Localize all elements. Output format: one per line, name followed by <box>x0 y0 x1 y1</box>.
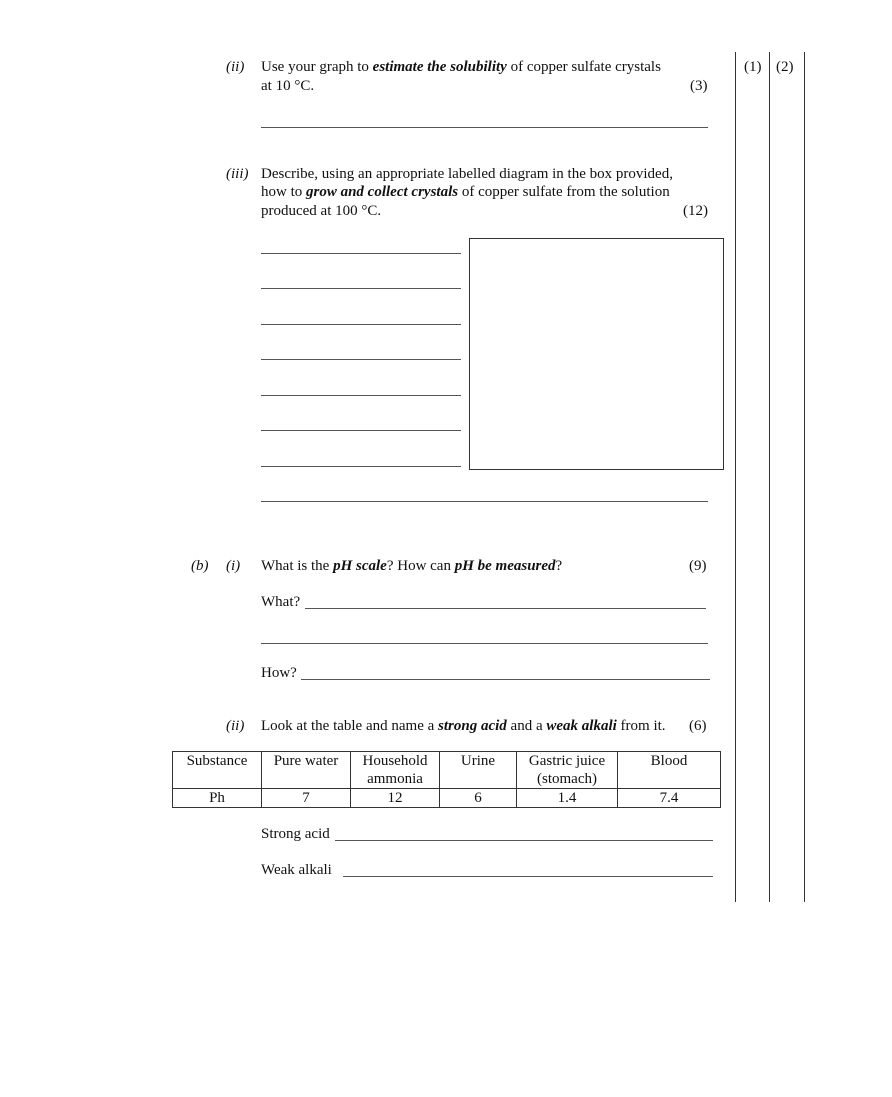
answer-line-a-iii-5[interactable] <box>261 395 461 396</box>
margin-line-middle <box>769 52 770 902</box>
answer-line-a-iii-7[interactable] <box>261 466 461 467</box>
table-header-cell: Household ammonia <box>351 752 440 789</box>
answer-line-a-iii-4[interactable] <box>261 359 461 360</box>
answer-line-a-iii-8[interactable] <box>261 501 708 502</box>
question-a-ii-marks: (3) <box>690 78 708 94</box>
margin-mark-2: (2) <box>776 59 794 75</box>
table-header-cell: Blood <box>618 752 721 789</box>
what-label: What? <box>261 594 301 610</box>
table-header-cell: Urine <box>440 752 517 789</box>
question-number-b-ii: (ii) <box>226 718 245 734</box>
question-b-i-marks: (9) <box>689 558 707 574</box>
question-b-i-text: What is the pH scale? How can pH be measured? <box>261 558 563 574</box>
how-label: How? <box>261 665 297 681</box>
question-a-iii-line2: how to grow and collect crystals of copper sulfate from the solution <box>261 184 670 200</box>
answer-line-a-ii[interactable] <box>261 127 708 128</box>
ph-table-header-row <box>173 752 721 789</box>
question-number-a-iii: (iii) <box>226 166 249 182</box>
answer-line-what-2[interactable] <box>261 643 708 644</box>
ph-table-value-row <box>173 789 721 808</box>
table-header-cell: Gastric juice (stomach) <box>517 752 618 789</box>
answer-line-what[interactable] <box>305 608 706 609</box>
weak-alkali-label: Weak alkali <box>261 862 332 878</box>
question-b-ii-text: Look at the table and name a strong acid and a weak alkali from it. <box>261 718 666 734</box>
answer-line-a-iii-1[interactable] <box>261 253 461 254</box>
table-header-cell: Substance <box>173 752 262 789</box>
question-a-iii-marks: (12) <box>683 203 708 219</box>
margin-mark-1: (1) <box>744 59 762 75</box>
answer-line-a-iii-6[interactable] <box>261 430 461 431</box>
diagram-box[interactable] <box>469 238 724 470</box>
question-a-iii-line1: Describe, using an appropriate labelled diagram in the box provided, <box>261 166 673 182</box>
table-cell: 1.4 <box>517 789 618 808</box>
question-b-ii-marks: (6) <box>689 718 707 734</box>
question-a-ii-line1: Use your graph to estimate the solubility of copper sulfate crystals <box>261 59 661 75</box>
table-header-cell: Pure water <box>262 752 351 789</box>
question-a-ii-line2: at 10 °C. <box>261 78 315 94</box>
question-part-b: (b) <box>191 558 209 574</box>
answer-line-weak-alkali[interactable] <box>343 876 713 877</box>
table-cell: 6 <box>440 789 517 808</box>
margin-line-left <box>735 52 736 902</box>
table-cell: Ph <box>173 789 262 808</box>
table-cell: 7.4 <box>618 789 721 808</box>
ph-table <box>172 751 721 808</box>
answer-line-a-iii-2[interactable] <box>261 288 461 289</box>
answer-line-a-iii-3[interactable] <box>261 324 461 325</box>
margin-line-right <box>804 52 805 902</box>
table-cell: 12 <box>351 789 440 808</box>
table-cell: 7 <box>262 789 351 808</box>
question-a-iii-line3: produced at 100 °C. <box>261 203 382 219</box>
answer-line-how[interactable] <box>301 679 710 680</box>
question-number-a-ii: (ii) <box>226 59 245 75</box>
strong-acid-label: Strong acid <box>261 826 330 842</box>
answer-line-strong-acid[interactable] <box>335 840 713 841</box>
question-number-b-i: (i) <box>226 558 241 574</box>
